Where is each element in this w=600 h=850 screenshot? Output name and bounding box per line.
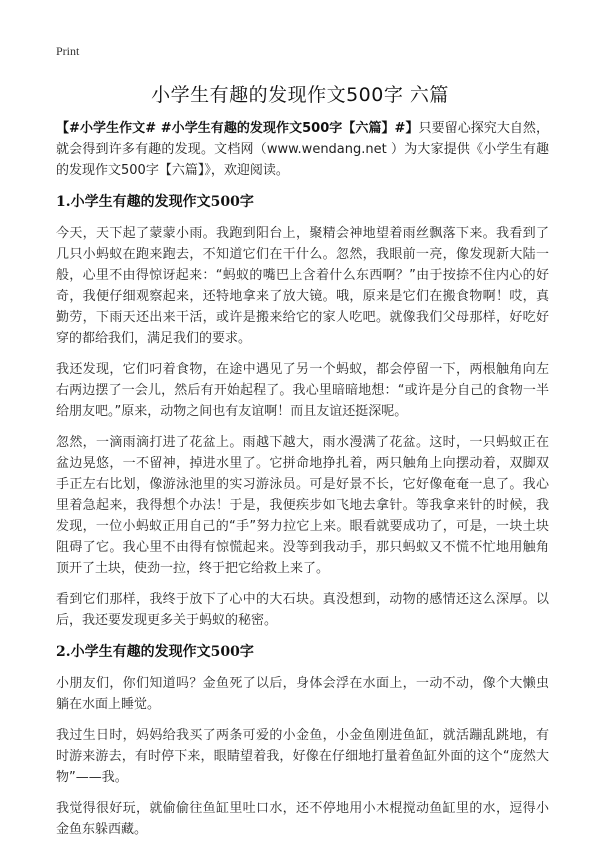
paragraph: 今天，天下起了蒙蒙小雨。我跑到阳台上，聚精会神地望着雨丝飘落下来。我看到了几只小蚂蚁在跑来跑去，不知道它们在干什么。忽然，我眼前一亮，像发现新大陆一般，心里不由得惊讶起来：“蚂蚁的嘴巴上含着什么东西啊？”由于按捺不住内心的好奇，我便仔细观察起来，还特地拿来了放大镜。哦，原来是它们在搬食物啊！哎，真勤劳，下雨天还出来干活，或许是搬来给它的家人吃吧。就像我们父母那样，好吃好穿的都给我们，满足我们的要求。 (56, 226, 549, 346)
paragraph: 我还发现，它们叼着食物，在途中遇见了另一个蚂蚁，都会停留一下，两根触角向左右两边摆了一会儿，然后有开始起程了。我心里暗暗地想：“或许是分自己的食物一半给朋友吧。”原来，动物之间也有友谊啊！而且友谊还挺深呢。 (56, 362, 549, 419)
intro-text: 只要留心探究大自然，就会得到许多有趣的发现。文档网（www.wendang.net ）为大家提供《小学生有趣的发现作文500字【六篇】》，欢迎阅读。 (56, 121, 549, 178)
paragraph: 看到它们那样，我终于放下了心中的大石块。真没想到，动物的感情还这么深厚。以后，我还要发现更多关于蚂蚁的秘密。 (56, 592, 549, 628)
page-title: 小学生有趣的发现作文500字 六篇 (151, 84, 449, 106)
paragraph: 忽然，一滴雨滴打进了花盆上。雨越下越大，雨水漫满了花盆。这时，一只蚂蚁正在盆边晃悠，一不留神，掉进水里了。它拼命地挣扎着，两只触角上向摆动着，双脚双手正左右比划，像游泳池里的实习游泳员。可是好景不长，它好像奄奄一息了。我心里着急起来，我得想个办法！于是，我便疾步如飞地去拿针。等我拿来针的时候，我发现，一位小蚂蚁正用自己的“手”努力拉它上来。眼看就要成功了，可是，一块土块阻碍了它。我心里不由得有惊慌起来。没等到我动手，那只蚂蚁又不慌不忙地用触角顶开了土块，使劲一拉，终于把它给救上来了。 (56, 435, 549, 576)
article-body (56, 118, 549, 850)
section-heading: 1.小学生有趣的发现作文500字 (56, 194, 254, 210)
paragraph: 我过生日时，妈妈给我买了两条可爱的小金鱼，小金鱼刚进鱼缸，就活蹦乱跳地，有时游来游去，有时停下来，眼睛望着我，好像在仔细地打量着鱼缸外面的这个“庞然大物”——我。 (56, 728, 549, 785)
section-heading: 2.小学生有趣的发现作文500字 (56, 644, 254, 660)
paragraph: 我觉得很好玩，就偷偷往鱼缸里吐口水，还不停地用小木棍搅动鱼缸里的水，逗得小金鱼东躲西藏。 (56, 801, 549, 837)
intro-paragraph (56, 118, 549, 181)
intro-lead: 【#小学生作文# #小学生有趣的发现作文500字【六篇】#】 (56, 121, 419, 136)
print-link[interactable]: Print (56, 44, 80, 58)
paragraph: 小朋友们，你们知道吗？金鱼死了以后，身体会浮在水面上，一动不动，像个大懒虫躺在水面上睡觉。 (56, 676, 549, 712)
